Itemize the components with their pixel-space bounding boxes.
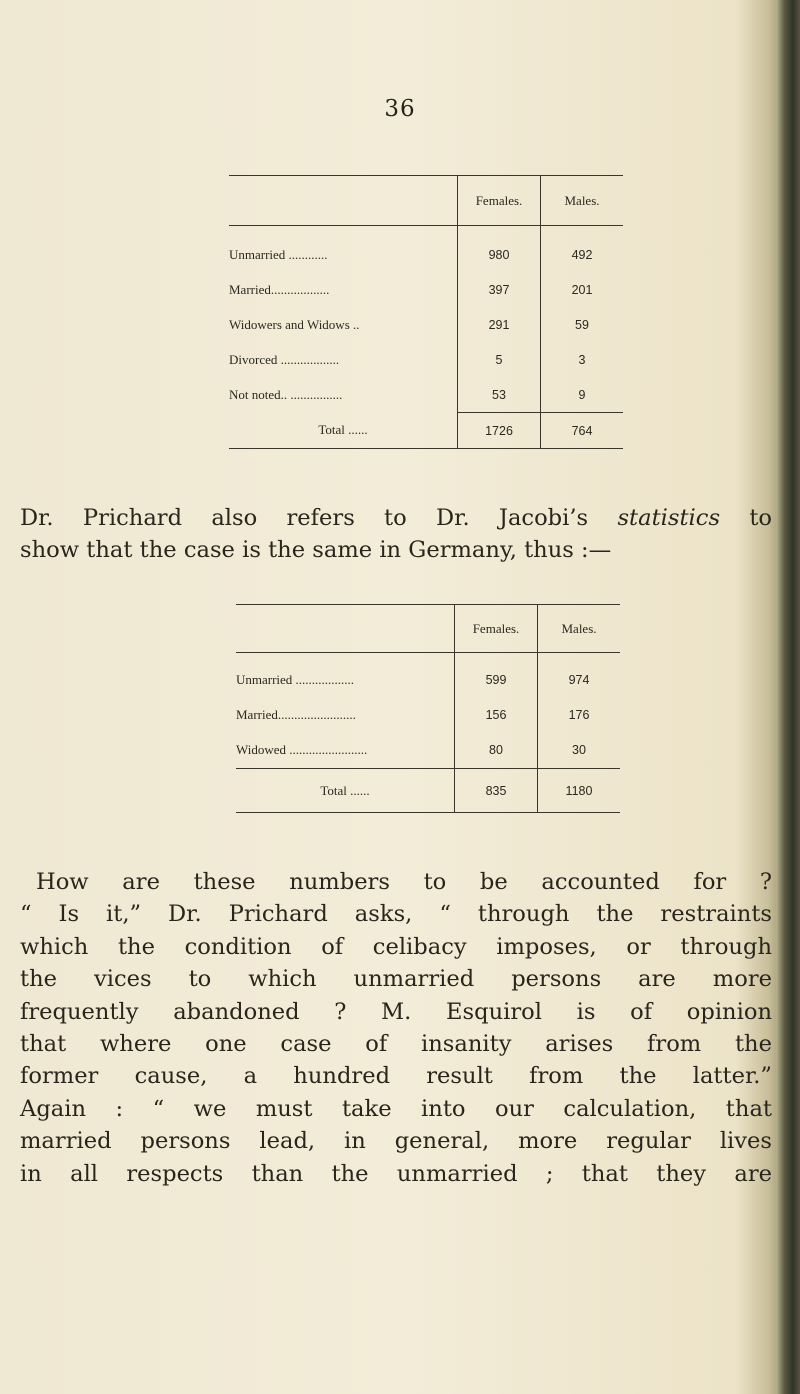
row-label: Unmarried ............ xyxy=(229,247,328,262)
row-label: Divorced .................. xyxy=(229,352,340,367)
males-value: 201 xyxy=(541,273,624,308)
paragraph-2-line: frequently abandoned ? M. Esquirol is of opinion xyxy=(20,998,772,1025)
paragraph-1 xyxy=(20,502,772,566)
table-total-row xyxy=(236,769,620,813)
total-label: Total ...... xyxy=(229,413,458,449)
females-value: 291 xyxy=(458,308,541,343)
paragraph-2-line: the vices to which unmarried persons are more xyxy=(20,966,772,993)
paragraph-1-line-1 xyxy=(20,502,772,534)
males-total: 1180 xyxy=(538,769,621,813)
females-value: 53 xyxy=(458,378,541,413)
females-value: 5 xyxy=(458,343,541,378)
males-value: 9 xyxy=(541,378,624,413)
paragraph-2-line: “ Is it,” Dr. Prichard asks, “ through the restraints xyxy=(20,901,772,928)
statistics-italic: statistics xyxy=(617,505,721,531)
females-value: 156 xyxy=(455,698,538,733)
paragraph-2-line: How are these numbers to be accounted for ? xyxy=(36,869,772,895)
row-label: Married.................. xyxy=(229,282,330,297)
table-row xyxy=(236,663,620,698)
females-value: 599 xyxy=(455,663,538,698)
paragraph-2-line: which the condition of celibacy imposes, or through xyxy=(20,933,772,960)
row-label: Not noted.. ................ xyxy=(229,387,343,402)
paragraph-1-text-b: to xyxy=(720,505,773,531)
table-row xyxy=(229,238,623,273)
paragraph-2 xyxy=(20,866,772,1190)
table-total-row xyxy=(229,413,623,449)
males-value: 176 xyxy=(538,698,621,733)
females-value: 397 xyxy=(458,273,541,308)
males-value: 492 xyxy=(541,238,624,273)
table1-header-females: Females. xyxy=(458,176,541,226)
row-label: Widowers and Widows .. xyxy=(229,317,360,332)
marital-status-table-1 xyxy=(229,175,623,449)
table2-header-females: Females. xyxy=(455,605,538,653)
paragraph-1-line-2: show that the case is the same in Germany, thus :— xyxy=(20,537,612,563)
page-number: 36 xyxy=(384,96,416,122)
paragraph-2-line: former cause, a hundred result from the latter.” xyxy=(20,1063,772,1090)
table-row xyxy=(236,733,620,769)
table2-header-blank xyxy=(236,605,455,653)
females-value: 80 xyxy=(455,733,538,769)
males-total: 764 xyxy=(541,413,624,449)
females-total: 835 xyxy=(455,769,538,813)
table-row xyxy=(229,308,623,343)
paragraph-2-line: married persons lead, in general, more regular lives xyxy=(20,1128,772,1155)
paragraph-1-text-a: Dr. Prichard also refers to Dr. Jacobi’s xyxy=(20,505,618,531)
males-value: 30 xyxy=(538,733,621,769)
females-total: 1726 xyxy=(458,413,541,449)
paragraph-2-line: Again : “ we must take into our calculation, that xyxy=(20,1095,772,1122)
males-value: 59 xyxy=(541,308,624,343)
row-label: Unmarried .................. xyxy=(236,672,355,687)
males-value: 3 xyxy=(541,343,624,378)
females-value: 980 xyxy=(458,238,541,273)
table1-header-blank xyxy=(229,176,458,226)
table-row xyxy=(236,698,620,733)
table2-header-males: Males. xyxy=(538,605,621,653)
marital-status-table-2 xyxy=(236,604,620,813)
page-edge-shadow xyxy=(776,0,800,1394)
table-row xyxy=(229,378,623,413)
paragraph-2-line: that where one case of insanity arises from the xyxy=(20,1031,772,1058)
table-row xyxy=(229,343,623,378)
paragraph-2-line: in all respects than the unmarried ; that they are xyxy=(20,1160,772,1187)
row-label: Widowed ........................ xyxy=(236,742,368,758)
table1-header-males: Males. xyxy=(541,176,624,226)
total-label: Total ...... xyxy=(236,769,455,813)
table-row xyxy=(229,273,623,308)
males-value: 974 xyxy=(538,663,621,698)
row-label: Married........................ xyxy=(236,707,356,722)
